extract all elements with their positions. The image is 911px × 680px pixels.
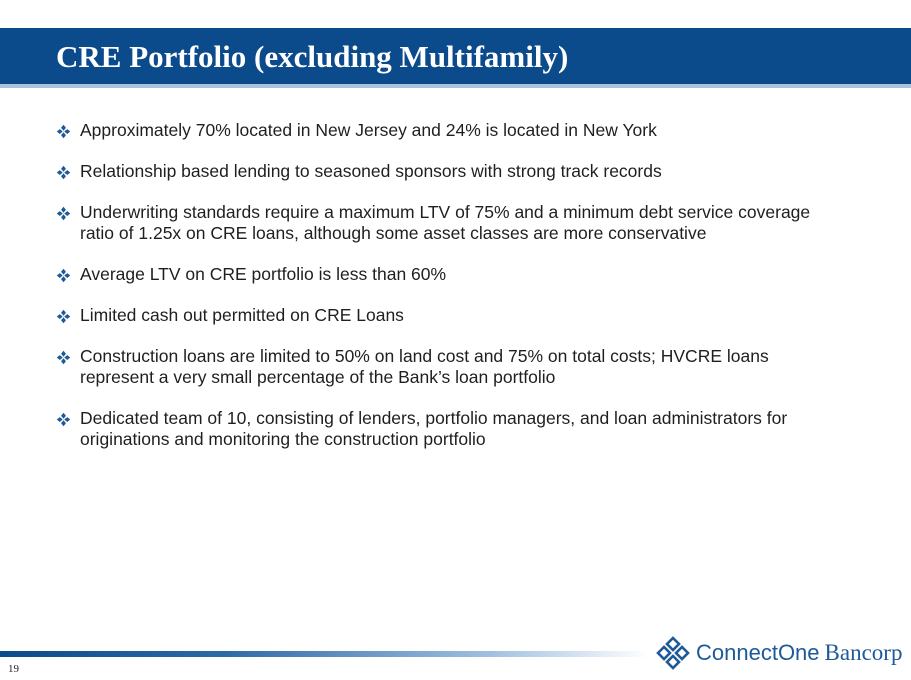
four-diamond-bullet-icon xyxy=(56,165,71,180)
footer-gradient-bar xyxy=(0,651,650,657)
title-underline xyxy=(0,84,911,88)
bullet-item xyxy=(56,346,846,388)
four-diamond-bullet-icon xyxy=(56,268,71,283)
four-diamond-bullet-icon xyxy=(56,350,71,365)
page-number: 19 xyxy=(8,663,19,675)
bullet-list xyxy=(56,120,846,470)
title-bar xyxy=(0,28,911,84)
logo-name: ConnectOne xyxy=(696,640,820,665)
bullet-text: Dedicated team of 10, consisting of lenders, portfolio managers, and loan administrators for originations and monitoring the construction portfolio xyxy=(80,408,788,449)
bullet-item xyxy=(56,120,846,141)
bullet-text: Approximately 70% located in New Jersey and 24% is located in New York xyxy=(80,120,657,140)
bullet-text: Relationship based lending to seasoned sponsors with strong track records xyxy=(80,161,662,181)
bullet-text: Average LTV on CRE portfolio is less than 60% xyxy=(80,264,447,284)
bullet-item xyxy=(56,264,846,285)
bullet-text: Limited cash out permitted on CRE Loans xyxy=(80,305,404,325)
four-diamond-bullet-icon xyxy=(56,124,71,139)
four-diamond-bullet-icon xyxy=(56,206,71,221)
company-logo xyxy=(656,636,902,670)
slide-title: CRE Portfolio (excluding Multifamily) xyxy=(56,39,569,74)
logo-suffix: Bancorp xyxy=(824,640,903,665)
four-diamond-bullet-icon xyxy=(56,309,71,324)
bullet-item xyxy=(56,305,846,326)
bullet-text: Construction loans are limited to 50% on land cost and 75% on total costs; HVCRE loans represent a very small percentage of the Bank’s loan portfolio xyxy=(80,346,769,387)
bullet-item xyxy=(56,161,846,182)
bullet-item xyxy=(56,202,846,244)
connectone-diamond-logo-icon xyxy=(656,636,690,670)
bullet-item xyxy=(56,408,846,450)
four-diamond-bullet-icon xyxy=(56,412,71,427)
bullet-text: Underwriting standards require a maximum LTV of 75% and a minimum debt service coverage ratio of 1.25x on CRE loans, although some asset classes are more conservative xyxy=(80,202,811,243)
